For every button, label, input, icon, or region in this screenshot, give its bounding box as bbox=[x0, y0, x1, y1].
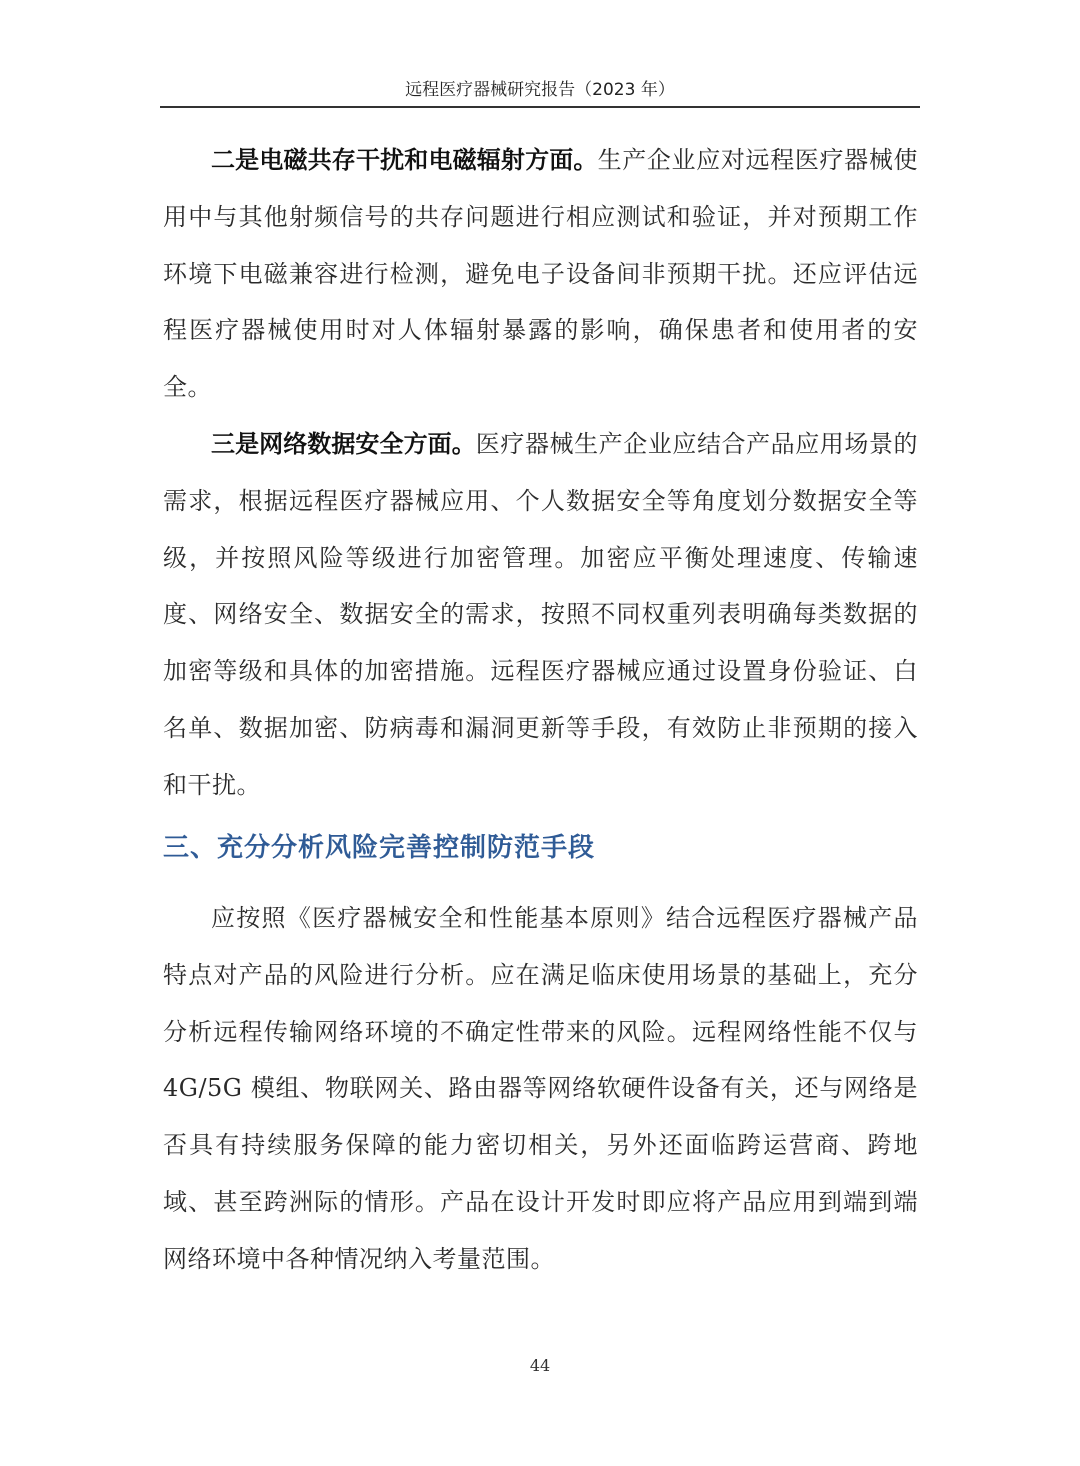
paragraph-lead: 二是电磁共存干扰和电磁辐射方面。 bbox=[211, 146, 598, 174]
running-header: 远程医疗器械研究报告（2023 年） bbox=[405, 80, 675, 100]
paragraph-electromagnetic bbox=[163, 132, 918, 416]
paragraph-body: 生产企业应对远程医疗器械使用中与其他射频信号的共存问题进行相应测试和验证，并对预期工作环境下电磁兼容进行检测，避免电子设备间非预期干扰。还应评估远程医疗器械使用时对人体辐射暴露的影响，确保患者和使用者的安全。 bbox=[163, 146, 919, 402]
section-heading: 三、充分分析风险完善控制防范手段 bbox=[163, 833, 596, 863]
paragraph-lead: 三是网络数据安全方面。 bbox=[211, 430, 476, 458]
paragraph-network-data-security bbox=[163, 416, 918, 814]
paragraph-risk-analysis: 应按照《医疗器械安全和性能基本原则》结合远程医疗器械产品特点对产品的风险进行分析。应在满足临床使用场景的基础上，充分分析远程传输网络环境的不确定性带来的风险。远程网络性能不仅与 4G/5G 模组、物联网关、路由器等网络软硬件设备有关，还与网络是否具有持续服务保障的能力密切相关，另外还面临跨运营商、跨地域、甚至跨洲际的情形。产品在设计开发时即应将产品应用到端到端网络环境中各种情况纳入考量范围。 bbox=[163, 904, 918, 1273]
header-divider bbox=[160, 106, 920, 108]
page-number: 44 bbox=[529, 1356, 551, 1375]
paragraph-body: 医疗器械生产企业应结合产品应用场景的需求，根据远程医疗器械应用、个人数据安全等角度划分数据安全等级，并按照风险等级进行加密管理。加密应平衡处理速度、传输速度、网络安全、数据安全的需求，按照不同权重列表明确每类数据的加密等级和具体的加密措施。远程医疗器械应通过设置身份验证、白名单、数据加密、防病毒和漏洞更新等手段，有效防止非预期的接入和干扰。 bbox=[163, 430, 919, 799]
